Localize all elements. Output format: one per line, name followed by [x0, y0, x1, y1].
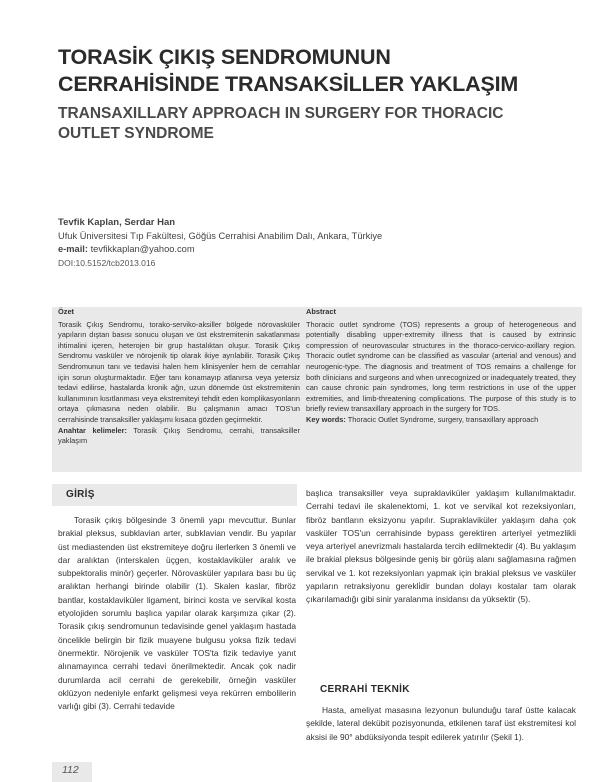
keywords-turkish — [58, 426, 300, 447]
authors: Tevfik Kaplan, Serdar Han — [58, 217, 176, 228]
title-turkish-line-2: CERRAHİSİNDE TRANSAKSİLLER YAKLAŞIM — [58, 72, 519, 96]
title-english — [58, 104, 558, 144]
email-address[interactable]: tevfikkaplan@yahoo.com — [90, 244, 195, 254]
title-turkish-line-1: TORASİK ÇIKIŞ SENDROMUNUN — [58, 45, 391, 69]
giris-paragraph: Torasik çıkış bölgesinde 3 önemli yapı mevcuttur. Bunlar brakial pleksus, subklavian arter, subklavian vendir. Bu yapılar üst mediastenden üst ekstremiteye doğru ilerlerken 3 önemli ve dar aralıktan (interskalen üçgen, kostaklaviküler aralık ve subpektoralis minör) geçerler. Nörovasküler yapılara bası bu üç aralıktan herhangi birinde olabilir (1). Skalen kaslar, fibröz bantlar, kostaklaviküler ligament, birinci kosta ve servikal kosta etyolojiden sorumlu başlıca yapılar olarak karşımıza çıkar (2). Torasik çıkış sendromunun tedavisinde genel yaklaşım hastada öncelikle belirgin bir fizik muayene bulgusu yoksa fizik tedavi önermektir. Nörojenik ve vasküler TOS'ta fizik tedaviye yanıt alınamayınca cerrahi tedavi önerilmektedir. Ancak çok nadir durumlarda acil cerrahi de gerekebilir, örneğin vasküler oklüzyon nedeniyle enfarkt gelişmesi veya rekürren embolilerin varlığı gibi (3). Cerrahi tedavide — [58, 515, 296, 712]
abstract-turkish-heading: Özet — [58, 307, 75, 316]
teknik-column — [306, 704, 576, 744]
abstract-turkish — [58, 307, 300, 447]
abstract-turkish-text: Torasik Çıkış Sendromu, torako-serviko-aksiller bölgede nörovasküler yapıların dıştan basısı sonucu oluşan ve üst ekstremitenin sakatlanması ihtimalini içeren, heterojen bir grup hastalıktan oluşur. Torasik Çıkış Sendromu vasküler ve nörojenik tip olarak ikiye ayrılabilir. Torasik Çıkış Sendromunun tanı ve tedavisi halen hem klinisyenler hem de cerrahlar için sorun oluşturmaktadır. Eğer tanı konamayıp atlanırsa veya yetersiz tedavi edilirse, hastalarda kronik ağrı, uzun dönemde üst ekstremitenin kullanımının kısıtlanması veya ekstremiteyi tehdit eden komplikasyonların ortaya çıkmasına neden olabilir. Bu çalışmanın amacı TOS'un cerrahisinde transaksiller yaklaşımı kısaca gözden geçirmektir. — [58, 319, 300, 424]
email-line — [58, 244, 195, 254]
abstract-english-text: Thoracic outlet syndrome (TOS) represents a group of heterogeneous and potentially disabling upper-extremity illness that is caused by extrinsic compression of neurovascular structures in the thoraco-cervico-axillary region. Thoracic outlet syndrome can be classified as vascular (arterial and venous) and neurogenic-type. The diagnosis and treatment of TOS remains a challenge for both clinicians and surgeons and when unrecognized or inadequately treated, they can cause chronic pain syndromes, long term restrictions in use of the upper extremities, and limb-threatening complications. The purpose of this study is to briefly review transaxillary approach in the surgery for TOS. — [306, 319, 576, 414]
keywords-english — [306, 415, 576, 426]
title-english-line-1: TRANSAXILLARY APPROACH IN SURGERY FOR THORACIC — [58, 105, 504, 122]
abstract-english — [306, 307, 576, 426]
right-column-paragraph: başlıca transaksiller veya supraklaviküler yaklaşım kullanılmaktadır. Cerrahi tedavi ile skalenektomi, 1. kot ve servikal kot rezeksiyonları, fibröz bantların eksizyonu yapılır. Supraklaviküler yaklaşım daha çok vasküler TOS'un cerrahisinde bypass gerektiren arteriyel yetmezlikli veya arteriyel anevrizmalı hastalarda tercih edilmektedir (4). Bu yaklaşım ile brakial pleksus bölgesinde geniş bir görüş alanı sağlamasına rağmen servikal ve 1. kot rezeksiyonları yapmak için brakial pleksus ve vasküler yapıların retraksiyonu gerekli̇dir bundan dolayı kostalar tam olarak çıkarılamadığı gibi sinir yaralanma insidansı da yüksektir (5). — [306, 488, 576, 605]
giris-column — [58, 514, 296, 713]
keywords-english-label: Key words: — [306, 414, 346, 424]
right-column — [306, 487, 576, 607]
keywords-english-text: Thoracic Outlet Syndrome, surgery, transaxillary approach — [347, 414, 539, 424]
doi: DOI:10.5152/tcb2013.016 — [58, 258, 156, 268]
teknik-paragraph: Hasta, ameliyat masasına lezyonun bulunduğu taraf üstte kalacak şekilde, lateral dekübit pozisyonunda, etkilenen taraf üst ekstremitesi kol aksisi ile 90° abdüksiyonda tespit edilerek yatırılır (Şekil 1). — [306, 705, 576, 742]
section-giris-heading: GİRİŞ — [66, 489, 95, 500]
title-turkish — [58, 44, 558, 98]
keywords-turkish-label: Anahtar kelimeler: — [58, 425, 127, 435]
email-label: e-mail: — [58, 244, 88, 254]
keywords-turkish-text: Torasik Çıkış Sendromu, cerrahi, transaksiller yaklaşım — [58, 425, 300, 446]
abstract-english-heading: Abstract — [306, 307, 336, 316]
section-cerrahi-teknik-heading: CERRAHİ TEKNİK — [320, 684, 410, 695]
title-english-line-2: OUTLET SYNDROME — [58, 125, 214, 142]
page-number: 112 — [62, 764, 79, 776]
affiliation: Ufuk Üniversitesi Tıp Fakültesi, Göğüs Cerrahisi Anabilim Dalı, Ankara, Türkiye — [58, 231, 383, 241]
